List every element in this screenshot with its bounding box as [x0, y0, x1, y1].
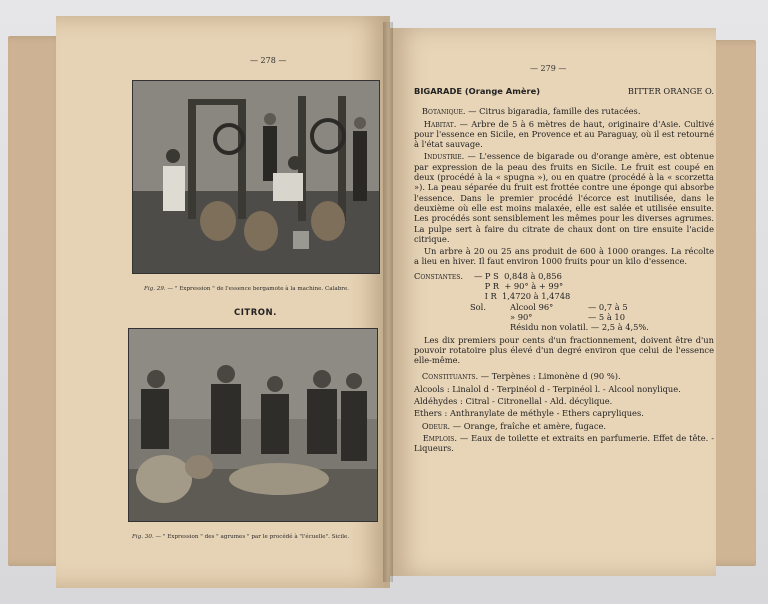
- arbre-paragraph: Un arbre à 20 ou 25 ans produit de 600 à 1000 oranges. La récolte a lieu en hiver. Il faut environ 1000 fruits pour un kilo d'essence.: [414, 246, 714, 267]
- industrie-label: Industrie.: [423, 151, 465, 162]
- odeur-text: — Orange, fraîche et amère, fugace.: [450, 420, 607, 431]
- odeur-paragraph: [414, 421, 714, 431]
- ethers-line: Ethers : Anthranylate de méthyle - Ethers capryliques.: [414, 408, 644, 419]
- sol-label: Sol.: [470, 301, 486, 312]
- sol-row-2-solvent: » 90°: [510, 311, 533, 322]
- figure-30-caption: [132, 534, 349, 540]
- constantes-label: Constantes.: [414, 270, 464, 281]
- habitat-text: — Arbre de 5 à 6 mètres de haut, originaire d'Asie. Cultivé pour l'essence en Sicile, en Provence et au Paraguay, où il est retourné à l'état sauvage.: [414, 118, 714, 150]
- constituants-text: — Terpènes : Limonène d (90 %).: [478, 371, 621, 382]
- entry-header: [414, 86, 714, 96]
- book-gutter: [383, 22, 393, 582]
- odeur-label: Odeur.: [421, 420, 451, 431]
- botanique-label: Botanique.: [421, 106, 466, 117]
- industrie-paragraph: [414, 151, 714, 244]
- dix-paragraph: Les dix premiers pour cents d'un fractionnement, doivent être d'un pouvoir rotatoire plus élevé d'un degré environ que celui de l'essence elle-même.: [414, 334, 714, 366]
- constante-ps: [474, 271, 714, 281]
- industrie-text: — L'essence de bigarade ou d'orange amère, est obtenue par expression de la peau des fruits en Sicile. Le fruit est coupé en deux (procédé à la « spugna »), ou en quatre (procédé à la « scorzetta »). La peau séparée du fruit est frottée contre une éponge qui absorbe l'essence. Dans le premier procédé l'écorce est inutilisée, dans le deuxième où elle est moins malaxée, elle est salée et utilisée ensuite. Les procédés sont sensiblement les mêmes pour les diverses agrumes. La pulpe sert à faire du citrate de chaux dont on tire ensuite l'acide citrique.: [414, 151, 714, 244]
- figure-30-text: — " Expression " des " agrumes " par le procédé à "l'écuelle". Sicile.: [155, 534, 350, 540]
- constituants-paragraph: [414, 371, 714, 381]
- sol-row-1-value: — 0,7 à 5: [588, 301, 628, 312]
- constantes-block: [414, 271, 714, 333]
- right-page-text: [414, 86, 714, 456]
- sol-row-2-value: — 5 à 10: [588, 311, 625, 322]
- figure-29-caption: [144, 286, 349, 292]
- entry-title: BIGARADE (Orange Amère): [414, 86, 540, 96]
- aldehydes-line: Aldéhydes : Citral - Citronellal - Ald. décylique.: [414, 396, 613, 407]
- constituants-label: Constituants.: [421, 371, 479, 382]
- habitat-paragraph: [414, 119, 714, 150]
- constante-ps-key: — P S: [474, 270, 499, 281]
- figure-29-text: — " Expression " de l'essence bergamote à la machine. Calabre.: [167, 286, 350, 292]
- constantes-table: [414, 271, 714, 302]
- sol-row-1-solvent: Alcool 96°: [510, 301, 554, 312]
- section-title-citron: CITRON.: [234, 308, 277, 318]
- constante-pr-key: P R: [484, 281, 500, 292]
- figure-29-number: Fig. 29.: [144, 286, 166, 292]
- constante-pr: [474, 281, 714, 291]
- habitat-label: Habitat.: [423, 118, 457, 129]
- alcools-line: Alcools : Linalol d - Terpinéol d - Terpinéol l. - Alcool nonylique.: [414, 383, 681, 394]
- botanique-text: — Citrus bigaradia, famille des rutacées.: [465, 106, 641, 117]
- emplois-paragraph: [414, 433, 714, 454]
- entry-english-title: BITTER ORANGE O.: [627, 86, 714, 96]
- solubility-table: [470, 302, 714, 323]
- constante-ir-key: I R: [484, 291, 497, 302]
- left-page-number: — 278 —: [250, 56, 287, 65]
- constante-ir-value: 1,4720 à 1,4748: [502, 291, 571, 302]
- right-page-number: — 279 —: [530, 64, 567, 73]
- emplois-text: — Eaux de toilette et extraits en parfumerie. Effet de tête. - Liqueurs.: [414, 432, 714, 454]
- figure-30-photo: [128, 328, 378, 522]
- constante-pr-value: + 90° à + 99°: [504, 281, 564, 292]
- constante-ps-value: 0,848 à 0,856: [504, 270, 562, 281]
- emplois-label: Emplois.: [422, 432, 457, 443]
- figure-29-photo: [132, 80, 380, 274]
- figure-30-number: Fig. 30.: [132, 534, 154, 540]
- residu-line: Résidu non volatil. — 2,5 à 4,5%.: [510, 322, 649, 333]
- botanique-paragraph: [414, 106, 714, 116]
- constante-ir: [474, 291, 714, 301]
